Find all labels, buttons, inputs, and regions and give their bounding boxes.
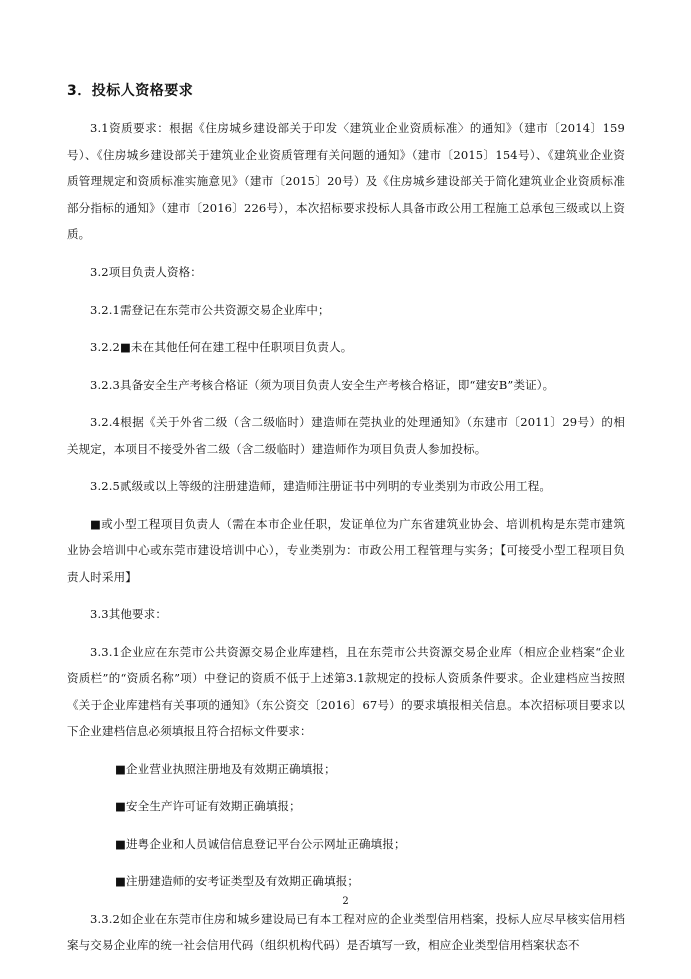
bullet-integrity-platform: ■进粤企业和人员诚信信息登记平台公示网址正确填报； xyxy=(115,836,406,851)
paragraph-3-2-2: 3.2.2■未在其他任何在建工程中任职项目负责人。 xyxy=(90,340,353,354)
paragraph-3-2-3: 3.2.3具备安全生产考核合格证（须为项目负责人安全生产考核合格证，即“建安B”类证）。 xyxy=(90,377,555,392)
paragraph-3-3-2: 3.3.2如企业在东莞市住房和城乡建设局已有本工程对应的企业类型信用档案，投标人应尽早核实信用档案与交易企业库的统一社会信用代码（组织机构代码）是否填写一致，相应企业类型信用档案状态不 xyxy=(67,911,625,952)
paragraph-3-2-4: 3.2.4根据《关于外省二级（含二级临时）建造师在莞执业的处理通知》（东建市〔2011〕29号）的相关规定，本项目不接受外省二级（含二级临时）建造师作为项目负责人参加投标。 xyxy=(67,415,625,456)
page-number: 2 xyxy=(342,896,349,907)
paragraph-small-project-manager: ■或小型工程项目负责人（需在本市企业任职，发证单位为广东省建筑业协会、培训机构是东莞市建筑业协会培训中心或东莞市建设培训中心），专业类别为：市政公用工程管理与实务；【可接受小型工程项目负责人时采用】 xyxy=(67,516,625,584)
paragraph-3-3-1: 3.3.1企业应在东莞市公共资源交易企业库建档，且在东莞市公共资源交易企业库（相应企业档案“企业资质栏”的“资质名称”项）中登记的资质不低于上述第3.1款规定的投标人资质条件要求。企业建档应当按照《关于企业库建档有关事项的通知》（东公资交〔2016〕67号）的要求填报相关信息。本次招标项目要求以下企业建档信息必须填报且符合招标文件要求： xyxy=(67,644,625,738)
paragraph-3-2-1: 3.2.1需登记在东莞市公共资源交易企业库中； xyxy=(90,302,330,317)
section-title: 3．投标人资格要求 xyxy=(67,83,194,99)
bullet-business-license: ■企业营业执照注册地及有效期正确填报； xyxy=(115,761,336,776)
paragraph-3-2: 3.2项目负责人资格： xyxy=(90,265,202,279)
paragraph-3-2-5: 3.2.5贰级或以上等级的注册建造师，建造师注册证书中列明的专业类别为市政公用工程。 xyxy=(90,479,552,493)
paragraph-3-3: 3.3其他要求： xyxy=(90,607,167,621)
bullet-constructor-certificate: ■注册建造师的安考证类型及有效期正确填报； xyxy=(115,874,360,888)
bullet-safety-license: ■安全生产许可证有效期正确填报； xyxy=(115,799,301,813)
paragraph-3-1: 3.1资质要求：根据《住房城乡建设部关于印发〈建筑业企业资质标准〉的通知》（建市〔2014〕159号）、《住房城乡建设部关于建筑业企业资质管理有关问题的通知》（建市〔2015〕154号）、《建筑业企业资质管理规定和资质标准实施意见》（建市〔2015〕20号）及《住房城乡建设部关于简化建筑业企业资质标准部分指标的通知》（建市〔2016〕226号），本次招标要求投标人具备市政公用工程施工总承包三级或以上资质。 xyxy=(67,121,625,241)
document-body xyxy=(67,115,625,970)
